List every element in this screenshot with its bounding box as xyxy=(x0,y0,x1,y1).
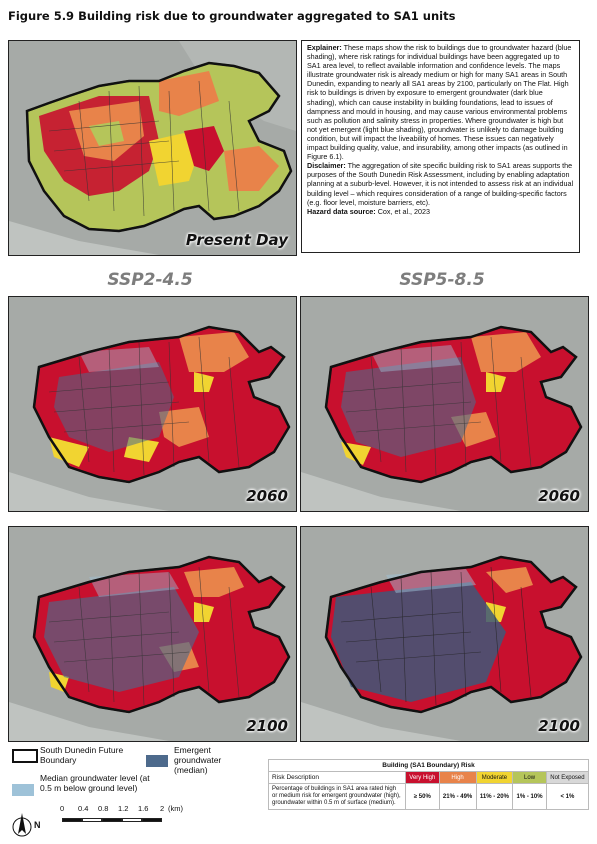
ssp2-2060-map xyxy=(9,297,296,511)
scale-tick-4: 1.6 xyxy=(138,804,149,813)
explainer-label: Explainer: xyxy=(307,43,342,52)
risk-class-low: Low xyxy=(513,772,547,784)
map-panel-ssp2-2100 xyxy=(8,526,297,742)
scenario-heading-ssp5: SSP5-8.5 xyxy=(399,270,485,290)
risk-class-very-high: Very High xyxy=(406,772,440,784)
risk-value-moderate: 11% - 20% xyxy=(476,784,513,810)
figure-title: Figure 5.9 Building risk due to groundwater aggregated to SA1 units xyxy=(8,9,456,23)
risk-value-not-exposed: < 1% xyxy=(546,784,588,810)
disclaimer-text: The aggregation of site specific building risk to SA1 areas supports the purposes of the South Dunedin Risk Assessment, including by enabling adaptation planning at a suburb-level. However, it is not intended to assess risk at an individual building level – which requires consideration of a range of building-specific factors (e.g. floor level, moisture barriers, etc). xyxy=(307,161,574,207)
north-label: N xyxy=(34,820,41,830)
median-swatch xyxy=(12,784,34,796)
risk-class-moderate: Moderate xyxy=(476,772,513,784)
scale-tick-3: 1.2 xyxy=(118,804,129,813)
emergent-swatch xyxy=(146,755,168,767)
risk-table xyxy=(268,759,589,810)
scale-tick-1: 0.4 xyxy=(78,804,89,813)
legend-median-label: Median groundwater level (at 0.5 m below ground level) xyxy=(40,773,150,793)
present-day-map xyxy=(9,41,296,255)
panel-label-ssp5-2100: 2100 xyxy=(538,717,580,735)
panel-label-ssp2-2100: 2100 xyxy=(246,717,288,735)
source-text: Cox, et al., 2023 xyxy=(377,206,431,216)
panel-label-present-day: Present Day xyxy=(185,231,288,249)
risk-table-title: Building (SA1 Boundary) Risk xyxy=(269,760,589,772)
risk-value-low: 1% - 10% xyxy=(513,784,547,810)
explainer-text: These maps show the risk to buildings due to groundwater hazard (blue shading), where risk ratings for individual buildings have been aggregated up to SA1 area level, to reflect available information and confidence levels. The maps illustrate groundwater risk is already medium or high for many SA1 areas in South Dunedin, expanding to nearly all SA1 areas by 2100, particularly on The Flat. High risk to buildings is driven by exposure to emergent groundwater (dark blue shading), which can cause instability in building foundations, lead to issues of dampness and mould in housing, and may cause various environmental problems such as pollution and salinity stress in properties. Where groundwater is high but not yet emergent (light blue shading), groundwater is unlikely to damage building condition, but will impact the liveability of homes. These issues can negatively impact building quality, value, and insurability, among other impacts (as outlined in Figure 6.1). xyxy=(307,43,572,162)
legend-emergent-label: Emergent groundwater (median) xyxy=(174,745,222,775)
north-arrow-icon xyxy=(12,810,32,840)
ssp5-2100-map xyxy=(301,527,588,741)
scale-tick-5: 2 xyxy=(160,804,165,813)
disclaimer-label: Disclaimer: xyxy=(307,161,346,171)
scale-tick-2: 0.8 xyxy=(98,804,109,813)
ssp5-2060-map xyxy=(301,297,588,511)
boundary-swatch xyxy=(12,749,38,763)
map-panel-ssp2-2060 xyxy=(8,296,297,512)
risk-table-row-label: Percentage of buildings in SA1 area rated high or medium risk for emergent groundwater (high), groundwater within 0.5 m of surface (medium). xyxy=(269,784,406,810)
scale-unit: (km) xyxy=(168,804,183,813)
risk-class-not-exposed: Not Exposed xyxy=(546,772,588,784)
legend-boundary-label: South Dunedin Future Boundary xyxy=(40,745,124,765)
map-panel-ssp5-2100 xyxy=(300,526,589,742)
scale-tick-0: 0 xyxy=(60,804,65,813)
risk-value-high: 21% - 49% xyxy=(439,784,476,810)
panel-label-ssp5-2060: 2060 xyxy=(538,487,580,505)
map-panel-present-day xyxy=(8,40,297,256)
ssp2-2100-map xyxy=(9,527,296,741)
risk-table-header-label: Risk Description xyxy=(269,772,406,784)
scenario-heading-ssp2: SSP2-4.5 xyxy=(107,270,193,290)
risk-value-very-high: ≥ 50% xyxy=(406,784,440,810)
explainer-box xyxy=(301,40,580,253)
panel-label-ssp2-2060: 2060 xyxy=(246,487,288,505)
source-label: Hazard data source: xyxy=(307,206,376,216)
map-panel-ssp5-2060 xyxy=(300,296,589,512)
risk-class-high: High xyxy=(439,772,476,784)
